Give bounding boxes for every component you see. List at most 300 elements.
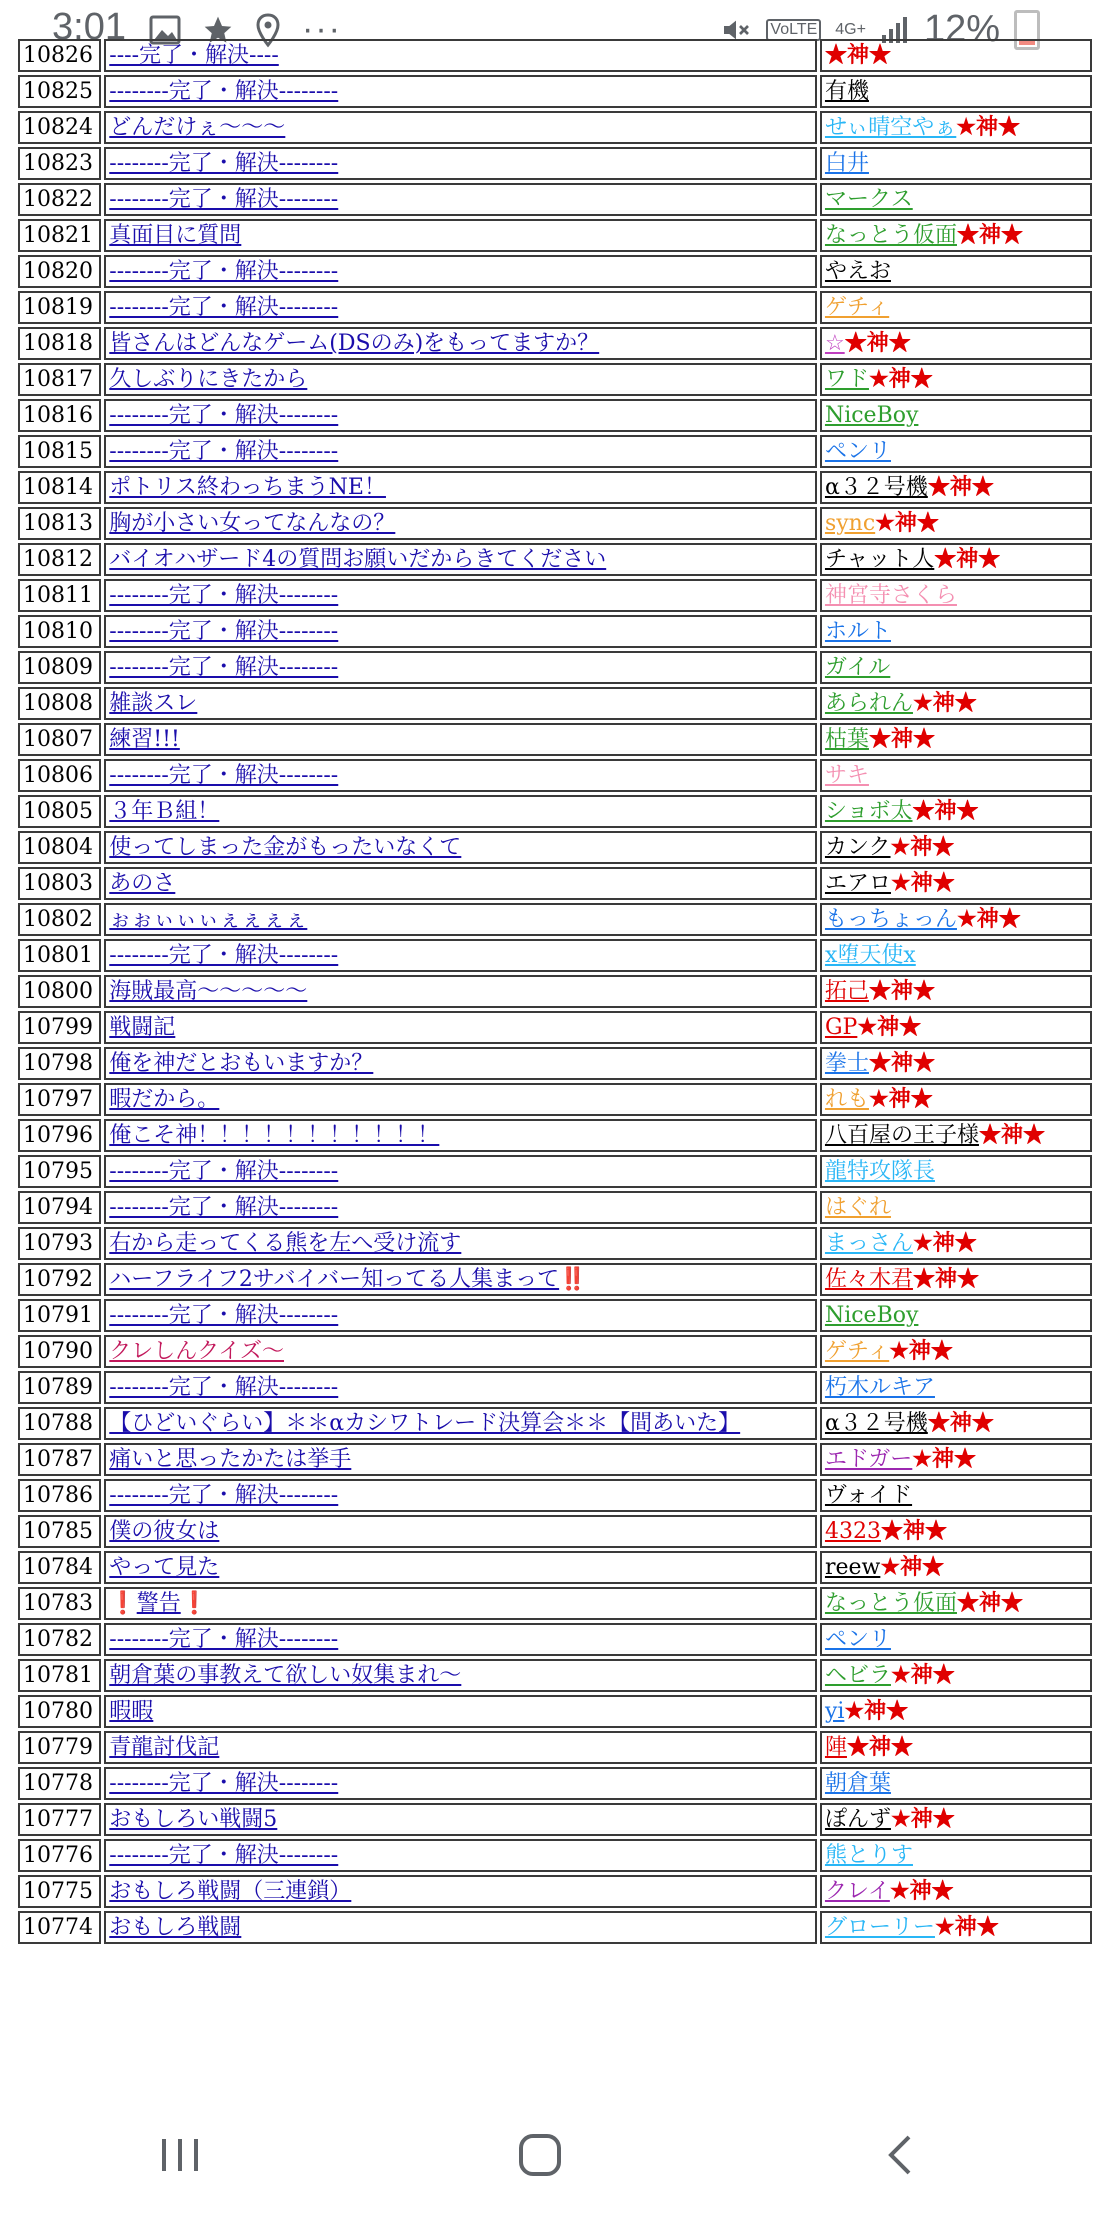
thread-title-cell [104, 399, 817, 432]
author-name[interactable]: もっちょっん [824, 907, 957, 932]
god-badge: ★神★ [889, 1338, 953, 1364]
author-name[interactable]: α３２号機 [824, 475, 928, 500]
thread-number: 10826 [18, 39, 101, 72]
thread-author-cell [820, 1191, 1092, 1224]
thread-row [18, 291, 1092, 324]
author-name[interactable]: ゲチィ [824, 295, 890, 320]
thread-row [18, 183, 1092, 216]
author-name[interactable]: チャット人 [824, 547, 935, 572]
thread-number: 10811 [18, 579, 101, 612]
thread-title-link[interactable]: --------完了・解決-------- [109, 943, 339, 968]
thread-title-cell [104, 1263, 817, 1296]
thread-row [18, 867, 1092, 900]
author-name[interactable]: グローリー [824, 1915, 935, 1940]
thread-author-cell [820, 831, 1092, 864]
author-name[interactable]: ゲチィ [824, 1339, 890, 1364]
thread-author-cell [820, 1407, 1092, 1440]
thread-title-cell [104, 1659, 817, 1692]
thread-author-cell [820, 795, 1092, 828]
thread-title-cell [104, 1011, 817, 1044]
author-name[interactable]: GP [824, 1015, 858, 1040]
author-name[interactable]: α３２号機 [824, 1411, 928, 1436]
thread-title-link[interactable]: 僕の彼女は [109, 1519, 220, 1544]
thread-row [18, 615, 1092, 648]
thread-number: 10813 [18, 507, 101, 540]
thread-title-cell [104, 1047, 817, 1080]
author-name[interactable]: 拓己 [824, 979, 869, 1004]
thread-author-cell [820, 219, 1092, 252]
thread-list-viewport[interactable] [15, 42, 1085, 2090]
thread-number: 10791 [18, 1299, 101, 1332]
thread-row [18, 543, 1092, 576]
thread-number: 10803 [18, 867, 101, 900]
god-badge: ★神★ [912, 1230, 977, 1256]
thread-title-cell [104, 147, 817, 180]
thread-title-cell [104, 1119, 817, 1152]
thread-author-cell [820, 1443, 1092, 1476]
thread-title-link[interactable]: --------完了・解決-------- [109, 1483, 339, 1508]
thread-title-cell [104, 507, 817, 540]
thread-title-cell [104, 1479, 817, 1512]
author-name[interactable]: エアロ [824, 871, 891, 896]
thread-row [18, 759, 1092, 792]
thread-author-cell [820, 39, 1092, 72]
thread-title-link[interactable]: --------完了・解決-------- [109, 1843, 339, 1868]
author-name[interactable]: 朝倉葉 [824, 1771, 891, 1796]
god-badge: ★神★ [956, 114, 1021, 140]
author-name[interactable]: ワド [824, 367, 869, 392]
thread-title-cell [104, 327, 817, 360]
thread-number: 10824 [18, 111, 101, 144]
home-button[interactable] [480, 2115, 600, 2195]
thread-title-cell [104, 831, 817, 864]
thread-title-cell [104, 1551, 817, 1584]
alert-icon: ❗ [109, 1590, 137, 1616]
thread-title-cell [104, 1875, 817, 1908]
thread-title-link[interactable]: 久しぶりにきたから [109, 367, 308, 392]
thread-row [18, 1335, 1092, 1368]
god-badge: ★神★ [912, 1446, 977, 1472]
thread-title-cell [104, 903, 817, 936]
thread-title-link[interactable]: クレしんクイズ〜 [109, 1339, 284, 1364]
author-name[interactable]: ペンリ [824, 1627, 891, 1652]
thread-title-cell [104, 1731, 817, 1764]
thread-number: 10782 [18, 1623, 101, 1656]
thread-title-link[interactable]: おもしろ戦闘（三連鎖） [109, 1879, 352, 1904]
thread-title-link[interactable]: おもしろい戦闘5 [109, 1807, 278, 1832]
god-badge: ★神★ [868, 1050, 935, 1076]
thread-title-link[interactable]: 皆さんはどんなゲーム(DSのみ)をもってますか？ [109, 331, 600, 356]
thread-number: 10775 [18, 1875, 101, 1908]
thread-title-link[interactable]: --------完了・解決-------- [109, 151, 339, 176]
author-name[interactable]: あられん [824, 691, 913, 716]
author-name[interactable]: せぃ晴空やぁ [824, 115, 957, 140]
thread-number: 10806 [18, 759, 101, 792]
back-icon [885, 2133, 915, 2177]
thread-number: 10822 [18, 183, 101, 216]
thread-author-cell [820, 327, 1092, 360]
god-badge: ★神★ [857, 1014, 922, 1040]
author-name[interactable]: ぽんず [824, 1807, 891, 1832]
thread-row [18, 1659, 1092, 1692]
thread-author-cell [820, 1803, 1092, 1836]
thread-row [18, 939, 1092, 972]
thread-title-cell [104, 1299, 817, 1332]
thread-title-cell [104, 867, 817, 900]
home-icon [517, 2132, 563, 2178]
thread-author-cell [820, 1659, 1092, 1692]
thread-title-link[interactable]: 警告 [136, 1591, 181, 1616]
thread-author-cell [820, 1227, 1092, 1260]
thread-row [18, 471, 1092, 504]
thread-author-cell [820, 1731, 1092, 1764]
thread-title-link[interactable]: 右から走ってくる熊を左へ受け流す [109, 1231, 462, 1256]
thread-number: 10783 [18, 1587, 101, 1620]
thread-title-link[interactable]: 痛いと思ったかたは挙手 [109, 1447, 352, 1472]
thread-author-cell [820, 399, 1092, 432]
thread-title-link[interactable]: ３年Ｂ組！ [109, 799, 220, 824]
thread-author-cell [820, 1875, 1092, 1908]
thread-title-link[interactable]: 海賊最高〜〜〜〜〜 [109, 979, 308, 1004]
thread-author-cell [820, 759, 1092, 792]
author-name[interactable]: なっとう仮面 [824, 1591, 957, 1616]
thread-title-link[interactable]: 青龍討伐記 [109, 1735, 220, 1760]
thread-row [18, 1263, 1092, 1296]
thread-author-cell [820, 1299, 1092, 1332]
author-name[interactable]: 有機 [824, 79, 869, 104]
thread-row [18, 507, 1092, 540]
god-badge: ★神★ [889, 1878, 954, 1904]
god-badge: ★神★ [844, 1698, 909, 1724]
thread-title-link[interactable]: 戦闘記 [109, 1015, 176, 1040]
thread-title-cell [104, 1335, 817, 1368]
thread-author-cell [820, 507, 1092, 540]
thread-title-link[interactable]: やって見た [109, 1555, 220, 1580]
thread-author-cell [820, 1479, 1092, 1512]
thread-row [18, 975, 1092, 1008]
thread-title-link[interactable]: 真面目に質問 [109, 223, 242, 248]
author-name[interactable]: 枯葉 [824, 727, 869, 752]
author-name[interactable]: x堕天使x [824, 943, 916, 968]
thread-title-cell [104, 1803, 817, 1836]
thread-title-link[interactable]: --------完了・解決-------- [109, 79, 339, 104]
thread-row [18, 1911, 1092, 1944]
author-name[interactable]: NiceBoy [824, 403, 919, 428]
thread-number: 10807 [18, 723, 101, 756]
thread-author-cell [820, 903, 1092, 936]
thread-title-cell [104, 651, 817, 684]
thread-number: 10790 [18, 1335, 101, 1368]
thread-row [18, 1083, 1092, 1116]
god-badge: ★神★ [912, 798, 979, 824]
author-name[interactable]: 陣 [824, 1735, 847, 1760]
author-name[interactable]: サキ [824, 763, 869, 788]
thread-row [18, 1227, 1092, 1260]
back-button[interactable] [840, 2115, 960, 2195]
thread-title-link[interactable]: ぉぉぃぃぃぇぇぇぇ [109, 907, 308, 932]
author-name[interactable]: 龍特攻隊長 [824, 1159, 935, 1184]
thread-title-link[interactable]: --------完了・解決-------- [109, 295, 339, 320]
god-badge: ★神★ [844, 330, 911, 356]
thread-title-cell [104, 795, 817, 828]
author-name[interactable]: ショボ太 [824, 799, 913, 824]
author-name[interactable]: れも [824, 1087, 869, 1112]
thread-title-cell [104, 1623, 817, 1656]
author-name[interactable]: 熊とりす [824, 1843, 913, 1868]
thread-title-link[interactable]: --------完了・解決-------- [109, 187, 339, 212]
author-name[interactable]: 白井 [824, 151, 869, 176]
thread-author-cell [820, 651, 1092, 684]
author-name[interactable]: 神宮寺さくら [824, 583, 957, 608]
thread-number: 10799 [18, 1011, 101, 1044]
author-name[interactable]: ホルト [824, 619, 891, 644]
thread-number: 10781 [18, 1659, 101, 1692]
god-badge: ★神★ [868, 1086, 933, 1112]
thread-title-link[interactable]: --------完了・解決-------- [109, 439, 339, 464]
clock: 3:01 [52, 6, 126, 48]
god-badge: ★神★ [846, 1734, 913, 1760]
thread-title-link[interactable]: --------完了・解決-------- [109, 1159, 339, 1184]
thread-author-cell [820, 1515, 1092, 1548]
thread-title-link[interactable]: ハーフライフ2サバイバー知ってる人集まって [109, 1267, 560, 1292]
thread-number: 10825 [18, 75, 101, 108]
thread-author-cell [820, 1371, 1092, 1404]
thread-author-cell [820, 147, 1092, 180]
thread-author-cell [820, 723, 1092, 756]
thread-author-cell [820, 471, 1092, 504]
author-name[interactable]: 拳士 [824, 1051, 869, 1076]
thread-number: 10789 [18, 1371, 101, 1404]
thread-author-cell [820, 579, 1092, 612]
god-badge: ★神★ [978, 1122, 1045, 1148]
god-badge: ★神★ [934, 1914, 999, 1940]
author-name[interactable]: エドガー [824, 1447, 913, 1472]
god-badge: ★神★ [912, 690, 977, 716]
volte-indicator: VoLTE [766, 19, 821, 41]
author-name[interactable]: やえお [824, 259, 891, 284]
thread-title-cell [104, 975, 817, 1008]
thread-author-cell [820, 1587, 1092, 1620]
thread-number: 10809 [18, 651, 101, 684]
thread-title-cell [104, 1371, 817, 1404]
thread-row [18, 723, 1092, 756]
thread-title-cell [104, 759, 817, 792]
author-name[interactable]: reew [824, 1555, 881, 1580]
thread-title-cell [104, 1083, 817, 1116]
thread-row [18, 255, 1092, 288]
thread-title-link[interactable]: --------完了・解決-------- [109, 403, 339, 428]
thread-title-link[interactable]: --------完了・解決-------- [109, 655, 339, 680]
thread-title-link[interactable]: おもしろ戦闘 [109, 1915, 242, 1940]
thread-title-cell [104, 1191, 817, 1224]
thread-title-cell [104, 219, 817, 252]
author-name[interactable]: ☆ [824, 331, 845, 356]
recent-apps-button[interactable] [120, 2115, 240, 2195]
god-badge: ★神★ [912, 1266, 979, 1292]
thread-title-cell [104, 1443, 817, 1476]
thread-table [15, 36, 1095, 1947]
recent-apps-icon [158, 2135, 202, 2175]
author-name[interactable]: クレイ [824, 1879, 890, 1904]
thread-number: 10800 [18, 975, 101, 1008]
author-name[interactable]: NiceBoy [824, 1303, 919, 1328]
thread-row [18, 1587, 1092, 1620]
author-name[interactable]: はぐれ [824, 1195, 891, 1220]
thread-author-cell [820, 1083, 1092, 1116]
author-name[interactable]: ヴォイド [824, 1483, 913, 1508]
god-badge: ★神★ [880, 1518, 947, 1544]
thread-title-link[interactable]: バイオハザード4の質問お願いだからきてください [109, 547, 607, 572]
thread-number: 10823 [18, 147, 101, 180]
god-badge: ★神★ [868, 366, 933, 392]
thread-row [18, 1011, 1092, 1044]
author-name[interactable]: なっとう仮面 [824, 223, 957, 248]
thread-title-link[interactable]: 俺こそ神！！！！！！！！！！！ [109, 1123, 440, 1148]
thread-author-cell [820, 435, 1092, 468]
author-name[interactable]: カンク [824, 835, 891, 860]
thread-row [18, 831, 1092, 864]
thread-title-link[interactable]: --------完了・解決-------- [109, 1771, 339, 1796]
author-name[interactable]: sync [824, 511, 876, 536]
thread-number: 10818 [18, 327, 101, 360]
god-badge: ★神★ [927, 474, 994, 500]
thread-title-link[interactable]: --------完了・解決-------- [109, 259, 339, 284]
thread-title-cell [104, 723, 817, 756]
thread-title-link[interactable]: 雑談スレ [109, 691, 198, 716]
thread-row [18, 1767, 1092, 1800]
thread-title-cell [104, 111, 817, 144]
thread-row [18, 1695, 1092, 1728]
thread-number: 10794 [18, 1191, 101, 1224]
thread-title-link[interactable]: --------完了・解決-------- [109, 1303, 339, 1328]
thread-row [18, 327, 1092, 360]
thread-row [18, 39, 1092, 72]
thread-number: 10812 [18, 543, 101, 576]
god-badge: ★神★ [956, 1590, 1023, 1616]
thread-author-cell [820, 1263, 1092, 1296]
god-badge: ★神★ [868, 726, 935, 752]
thread-author-cell [820, 75, 1092, 108]
thread-number: 10779 [18, 1731, 101, 1764]
thread-row [18, 1875, 1092, 1908]
thread-title-link[interactable]: 暇暇 [109, 1699, 154, 1724]
thread-title-cell [104, 1227, 817, 1260]
author-name[interactable]: ガイル [824, 655, 891, 680]
network-type: 4G+ [835, 20, 866, 38]
author-name[interactable]: ペンリ [824, 439, 891, 464]
thread-title-link[interactable]: --------完了・解決-------- [109, 1627, 339, 1652]
god-badge: ★神★ [890, 870, 955, 896]
thread-title-cell [104, 1407, 817, 1440]
thread-title-cell [104, 471, 817, 504]
god-badge: ★神★ [824, 42, 891, 68]
thread-title-link[interactable]: あのさ [109, 871, 176, 896]
thread-row [18, 435, 1092, 468]
god-badge: ★神★ [956, 906, 1021, 932]
thread-title-cell [104, 183, 817, 216]
thread-row [18, 795, 1092, 828]
thread-author-cell [820, 1047, 1092, 1080]
thread-title-link[interactable]: ----完了・解決---- [109, 43, 279, 68]
thread-author-cell [820, 543, 1092, 576]
thread-number: 10792 [18, 1263, 101, 1296]
author-name[interactable]: ヘビラ [824, 1663, 891, 1688]
thread-title-link[interactable]: 練習!!! [109, 727, 180, 752]
thread-author-cell [820, 1335, 1092, 1368]
thread-row [18, 1623, 1092, 1656]
god-badge: ★神★ [875, 510, 939, 536]
thread-number: 10819 [18, 291, 101, 324]
thread-title-cell [104, 1515, 817, 1548]
thread-title-link[interactable]: --------完了・解決-------- [109, 619, 339, 644]
author-name[interactable]: マークス [824, 187, 913, 212]
thread-title-link[interactable]: 俺を神だとおもいますか？ [109, 1051, 374, 1076]
thread-author-cell [820, 1623, 1092, 1656]
thread-title-link[interactable]: 暇だから。 [109, 1087, 220, 1112]
author-name[interactable]: 佐々木君 [824, 1267, 913, 1292]
thread-title-link[interactable]: ポトリス終わっちまうNE！ [109, 475, 386, 500]
thread-author-cell [820, 291, 1092, 324]
thread-title-cell [104, 687, 817, 720]
thread-row [18, 1515, 1092, 1548]
thread-author-cell [820, 183, 1092, 216]
thread-row [18, 1299, 1092, 1332]
thread-title-cell [104, 435, 817, 468]
thread-row [18, 1407, 1092, 1440]
thread-row [18, 363, 1092, 396]
god-badge: ★神★ [890, 1806, 955, 1832]
thread-title-link[interactable]: --------完了・解決-------- [109, 583, 339, 608]
thread-title-link[interactable]: どんだけぇ〜〜〜 [109, 115, 286, 140]
author-name[interactable]: 4323 [824, 1519, 881, 1544]
thread-number: 10817 [18, 363, 101, 396]
thread-row [18, 1443, 1092, 1476]
thread-title-link[interactable]: --------完了・解決-------- [109, 1375, 339, 1400]
thread-title-link[interactable]: --------完了・解決-------- [109, 1195, 339, 1220]
author-name[interactable]: yi [824, 1699, 845, 1724]
thread-number: 10815 [18, 435, 101, 468]
thread-title-cell [104, 579, 817, 612]
thread-number: 10804 [18, 831, 101, 864]
thread-row [18, 1551, 1092, 1584]
thread-author-cell [820, 1839, 1092, 1872]
thread-title-cell [104, 255, 817, 288]
thread-title-cell [104, 39, 817, 72]
thread-number: 10814 [18, 471, 101, 504]
thread-author-cell [820, 1767, 1092, 1800]
thread-row [18, 1839, 1092, 1872]
thread-number: 10788 [18, 1407, 101, 1440]
thread-row [18, 651, 1092, 684]
thread-title-link[interactable]: 胸が小さい女ってなんなの？ [109, 511, 396, 536]
thread-title-link[interactable]: --------完了・解決-------- [109, 763, 339, 788]
god-badge: ★神★ [934, 546, 1001, 572]
author-name[interactable]: まっさん [824, 1231, 913, 1256]
thread-author-cell [820, 363, 1092, 396]
thread-row [18, 219, 1092, 252]
thread-number: 10784 [18, 1551, 101, 1584]
thread-number: 10780 [18, 1695, 101, 1728]
thread-row [18, 111, 1092, 144]
thread-row [18, 399, 1092, 432]
thread-row [18, 1803, 1092, 1836]
thread-author-cell [820, 1551, 1092, 1584]
author-name[interactable]: 八百屋の王子様 [824, 1123, 979, 1148]
thread-title-link[interactable]: 使ってしまった金がもったいなくて [109, 835, 462, 860]
thread-title-link[interactable]: 【ひどいぐらい】＊＊αカシワトレード決算会＊＊【間あいた】 [109, 1411, 741, 1436]
author-name[interactable]: 朽木ルキア [824, 1375, 935, 1400]
thread-title-link[interactable]: 朝倉葉の事教えて欲しい奴集まれ〜 [109, 1663, 462, 1688]
